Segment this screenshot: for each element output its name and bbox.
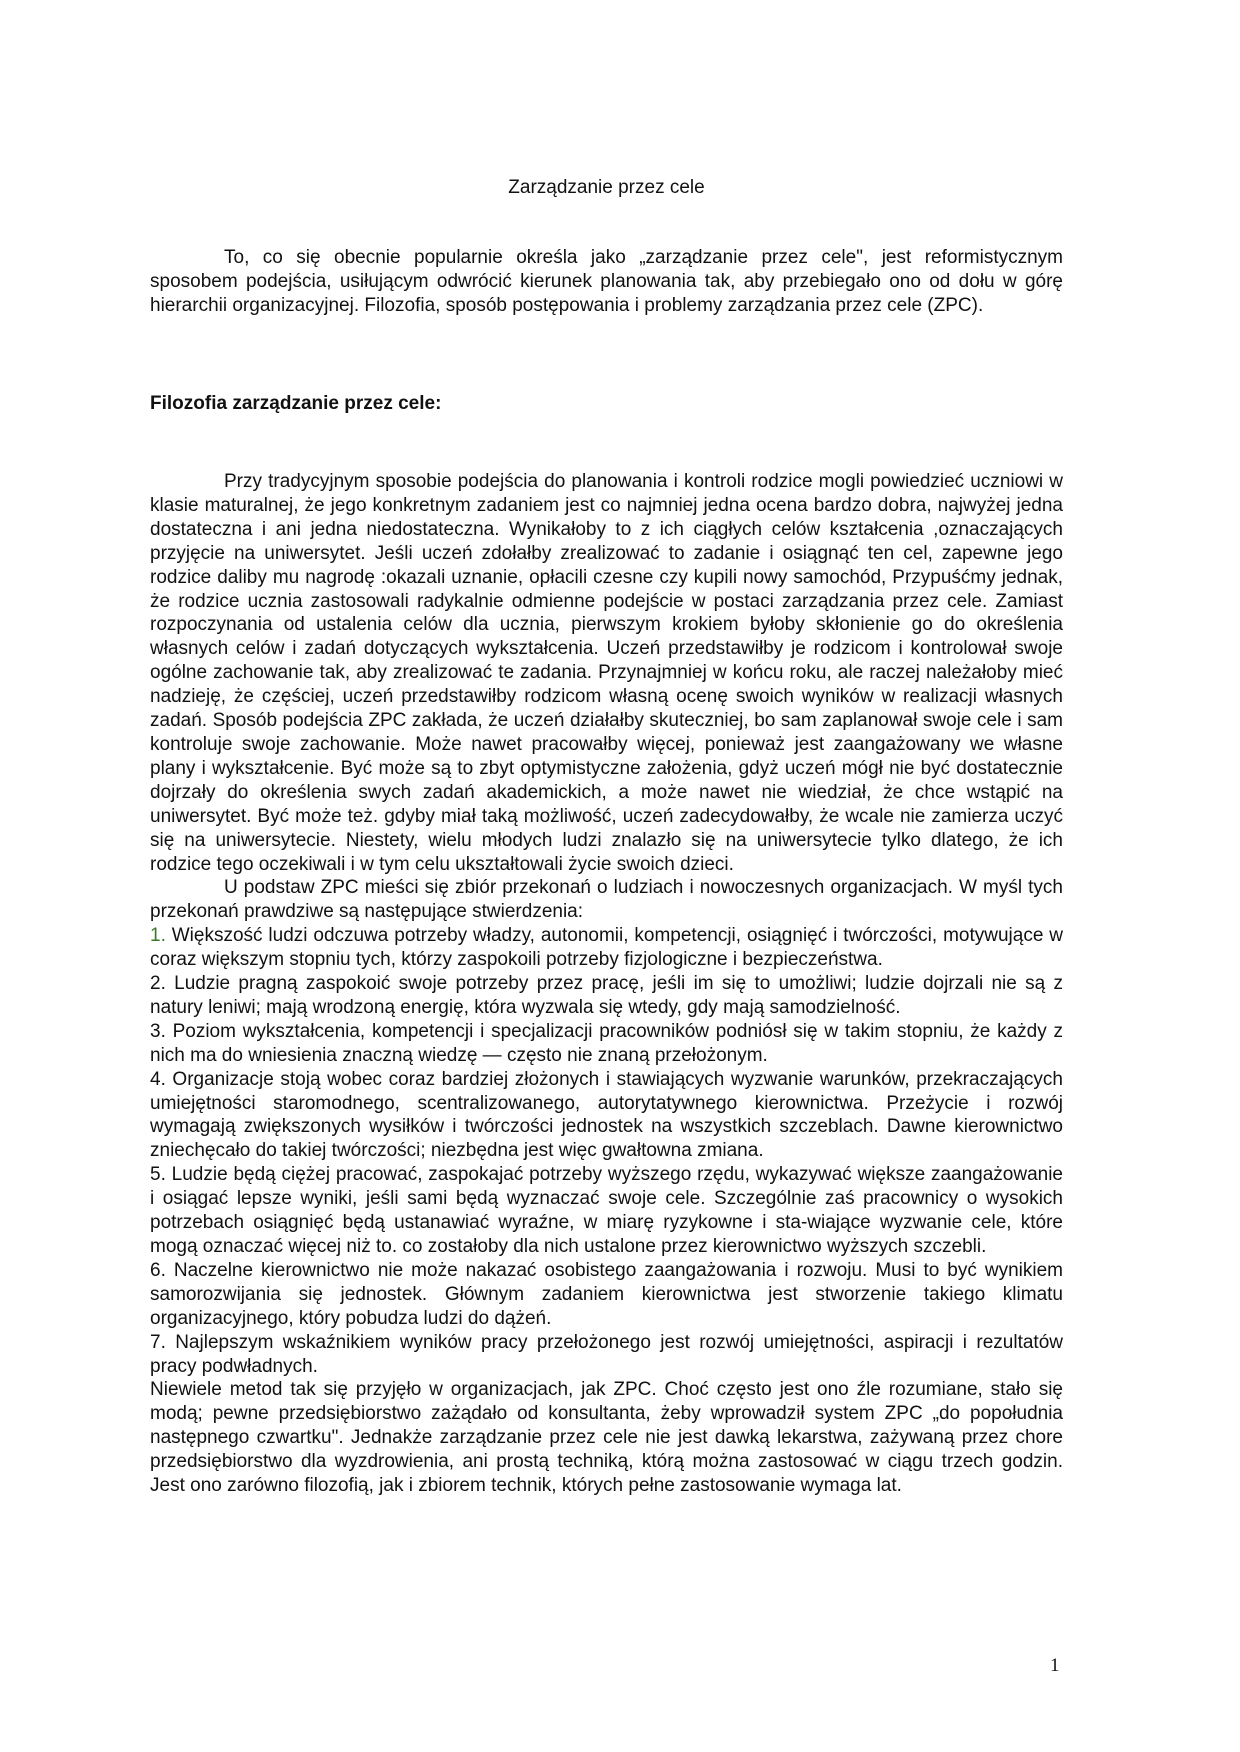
list-item-2: 2. Ludzie pragną zaspokoić swoje potrzeby przez pracę, jeśli im się to umożliwi; ludzie dojrzali nie są z natury leniwi; mają wrodzoną energię, która wyzwala się wtedy, gdy mają samodzielność. — [150, 973, 1063, 1018]
page-number: 1 — [1050, 1655, 1060, 1676]
paragraph-przekonania: U podstaw ZPC mieści się zbiór przekonań o ludziach i nowoczesnych organizacjach. W myśl tych przekonań prawdziwe są następujące stwierdzenia: — [150, 877, 1063, 923]
document-title: Zarządzanie przez cele — [508, 177, 705, 198]
intro-text: To, co się obecnie popularnie określa jako „zarządzanie przez cele", jest reformistycznym sposobem podejścia, usiłującym odwrócić kierunek planowania tak, aby przebiegało ono od dołu w górę hierarchii organizacyjnej. Filozofia, sposób postępowania i problemy zarządzania przez cele (ZPC). — [150, 247, 1063, 316]
list-item-1-number: 1. — [150, 925, 166, 947]
paragraph-niewiele-metod: Niewiele metod tak się przyjęło w organizacjach, jak ZPC. Choć często jest ono źle rozumiane, stało się modą; pewne przedsiębiorstwo zażądało od konsultanta, żeby wprowadził system ZPC „do popołudnia następnego czwartku". Jednakże zarządzanie przez cele nie jest dawką lekarstwa, zażywaną przez chore przedsiębiorstwo dla wyzdrowienia, ani prostą techniką, którą można zastosować w ciągu trzech godzin. Jest ono zarówno filozofią, jak i zbiorem technik, których pełne zastosowanie wymaga lat. — [150, 1379, 1063, 1497]
list-item-7: 7. Najlepszym wskaźnikiem wyników pracy przełożonego jest rozwój umiejętności, aspiracji i rezultatów pracy podwładnych. — [150, 1331, 1063, 1377]
list-item-1 — [150, 924, 1063, 972]
list-item-1-text: Większość ludzi odczuwa potrzeby władzy, autonomii, kompetencji, osiągnięć i twórczości, motywujące w coraz większym stopniu tych, którzy zaspokoili potrzeby fizjologiczne i bezpieczeństwa. — [150, 925, 1063, 971]
list-item-5: 5. Ludzie będą ciężej pracować, zaspokajać potrzeby wyższego rzędu, wykazywać większe zaangażowanie i osiągać lepsze wyniki, jeśli sami będą wyznaczać swoje cele. Szczególnie zaś pracownicy o wysokich potrzebach osiągnięć będą ustanawiać wyraźne, w miarę ryzykowne i sta-wiające wyzwanie cele, które mogą oznaczać więcej niż to. co zostałoby dla nich ustalone przez kierownictwo wyższych szczebli. — [150, 1164, 1063, 1257]
intro-paragraph — [150, 246, 1063, 318]
list-item-4: 4. Organizacje stoją wobec coraz bardziej złożonych i stawiających wyzwanie warunków, przekraczających umiejętności staromodnego, scentralizowanego, autorytatywnego kierownictwa. Przeżycie i rozwój wymagają zwiększonych wysiłków i twórczości jednostek na wszystkich szczeblach. Dawne kierownictwo zniechęcało do takiej twórczości; niezbędna jest więc gwałtowna zmiana. — [150, 1068, 1063, 1162]
list-item-3: 3. Poziom wykształcenia, kompetencji i specjalizacji pracowników podniósł się w takim stopniu, że każdy z nich ma do wniesienia znaczną wiedzę — często nie znaną przełożonym. — [150, 1020, 1063, 1066]
section-body — [150, 470, 1063, 1498]
list-item-6: 6. Naczelne kierownictwo nie może nakazać osobistego zaangażowania i rozwoju. Musi to być wynikiem samorozwijania się jednostek. Głównym zadaniem kierownictwa jest stworzenie takiego klimatu organizacyjnego, który pobudza ludzi do dążeń. — [150, 1259, 1063, 1329]
paragraph-tradycyjny: Przy tradycyjnym sposobie podejścia do planowania i kontroli rodzice mogli powiedzieć uczniowi w klasie maturalnej, że jego konkretnym zadaniem jest co najmniej jedna ocena bardzo dobra, najwyżej jedna dostateczna i ani jedna niedostateczna. Wynikałoby to z ich ciągłych celów kształcenia ,oznaczających przyjęcie na uniwersytet. Jeśli uczeń zdołałby zrealizować to zadanie i osiągnąć ten cel, zapewne jego rodzice daliby mu nagrodę :okazali uznanie, opłacili czesne czy kupili nowy samochód, Przypuśćmy jednak, że rodzice ucznia zastosowali radykalnie odmienne podejście w postaci zarządzania przez cele. Zamiast rozpoczynania od ustalenia celów dla ucznia, pierwszym krokiem byłoby skłonienie go do określenia własnych celów i zadań dotyczących wykształcenia. Uczeń przedstawiłby je rodzicom i kontrolował swoje ogólne zachowanie tak, aby zrealizować te zadania. Przynajmniej w końcu roku, ale raczej należałoby mieć nadzieję, że częściej, uczeń przedstawiłby rodzicom własną ocenę swoich wyników w realizacji własnych zadań. Sposób podejścia ZPC zakłada, że uczeń działałby skuteczniej, bo sam zaplanował swoje cele i sam kontroluje swoje zachowanie. Może nawet pracowałby więcej, ponieważ jest zaangażowany we własne plany i wykształcenie. Być może są to zbyt optymistyczne założenia, gdyż uczeń mógł nie być dostatecznie dojrzały do określenia swych zadań akademickich, a może nawet nie wiedział, że chce wstąpić na uniwersytet. Być może też. gdyby miał taką możliwość, uczeń zadecydowałby, że wcale nie zamierza uczyć się na uniwersytecie. Niestety, wielu młodych ludzi znalazło się na uniwersytecie tylko dlatego, że ich rodzice tego oczekiwali i w tym celu ukształtowali życie swoich dzieci. — [150, 471, 1063, 875]
section-heading: Filozofia zarządzanie przez cele: — [150, 393, 442, 414]
